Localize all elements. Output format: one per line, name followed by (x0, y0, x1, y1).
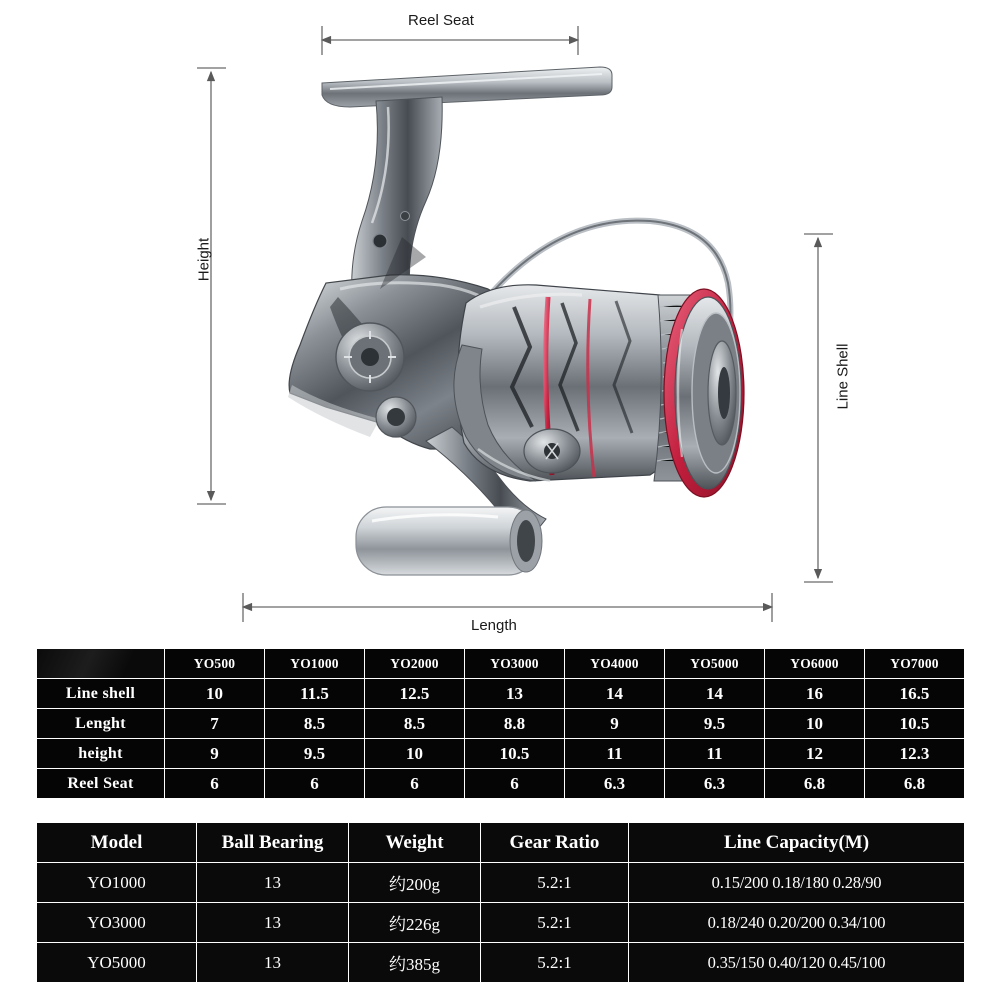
spec-col-header: Weight (349, 823, 481, 863)
size-col-header: YO2000 (365, 649, 465, 679)
spec-weight: 约385g (349, 943, 481, 983)
table-row (37, 903, 965, 943)
spec-col-header: Line Capacity(M) (629, 823, 965, 863)
spec-weight: 约200g (349, 863, 481, 903)
table-row (37, 863, 965, 903)
spec-line-capacity: 0.35/150 0.40/120 0.45/100 (629, 943, 965, 983)
size-cell: 9.5 (265, 739, 365, 769)
fishing-reel-illustration (230, 45, 810, 605)
spec-ball-bearing: 13 (197, 903, 349, 943)
size-cell: 11.5 (265, 679, 365, 709)
spec-gear-ratio: 5.2:1 (481, 903, 629, 943)
spec-gear-ratio: 5.2:1 (481, 863, 629, 903)
size-cell: 8.8 (465, 709, 565, 739)
size-cell: 12.5 (365, 679, 465, 709)
size-cell: 6 (165, 769, 265, 799)
label-line-shell: Line Shell (834, 343, 852, 410)
table-row (37, 823, 965, 863)
table-row (37, 679, 965, 709)
size-col-header: YO6000 (765, 649, 865, 679)
table-row (37, 649, 965, 679)
spec-weight: 约226g (349, 903, 481, 943)
size-row-label: Lenght (37, 709, 165, 739)
size-cell: 6 (265, 769, 365, 799)
size-table (36, 648, 965, 799)
table-row (37, 769, 965, 799)
size-cell: 6.3 (565, 769, 665, 799)
size-col-header: YO4000 (565, 649, 665, 679)
label-height: Height (195, 237, 213, 282)
spec-model: YO3000 (37, 903, 197, 943)
spec-model: YO1000 (37, 863, 197, 903)
size-cell: 13 (465, 679, 565, 709)
size-cell: 6.8 (865, 769, 965, 799)
spec-model: YO5000 (37, 943, 197, 983)
size-cell: 14 (665, 679, 765, 709)
size-cell: 6.3 (665, 769, 765, 799)
size-row-label: height (37, 739, 165, 769)
size-row-label: Line shell (37, 679, 165, 709)
spec-table (36, 822, 965, 983)
size-cell: 14 (565, 679, 665, 709)
spec-col-header: Ball Bearing (197, 823, 349, 863)
size-cell: 11 (665, 739, 765, 769)
size-cell: 10.5 (465, 739, 565, 769)
size-cell: 6.8 (765, 769, 865, 799)
size-cell: 16.5 (865, 679, 965, 709)
label-reel-seat: Reel Seat (408, 12, 474, 29)
spec-col-header: Gear Ratio (481, 823, 629, 863)
size-cell: 6 (365, 769, 465, 799)
size-cell: 9 (565, 709, 665, 739)
spec-line-capacity: 0.18/240 0.20/200 0.34/100 (629, 903, 965, 943)
size-cell: 8.5 (265, 709, 365, 739)
spec-col-header: Model (37, 823, 197, 863)
size-cell: 10 (165, 679, 265, 709)
size-cell: 10 (365, 739, 465, 769)
size-cell: 9.5 (665, 709, 765, 739)
spec-ball-bearing: 13 (197, 863, 349, 903)
size-col-header: YO1000 (265, 649, 365, 679)
size-cell: 7 (165, 709, 265, 739)
size-cell: 6 (465, 769, 565, 799)
size-cell: 10 (765, 709, 865, 739)
size-cell: 12 (765, 739, 865, 769)
size-row-label: Reel Seat (37, 769, 165, 799)
size-table-corner (37, 649, 165, 679)
size-col-header: YO3000 (465, 649, 565, 679)
table-row (37, 943, 965, 983)
size-cell: 8.5 (365, 709, 465, 739)
size-cell: 12.3 (865, 739, 965, 769)
label-length: Length (471, 617, 517, 634)
size-cell: 16 (765, 679, 865, 709)
size-col-header: YO500 (165, 649, 265, 679)
spec-ball-bearing: 13 (197, 943, 349, 983)
spec-gear-ratio: 5.2:1 (481, 943, 629, 983)
table-row (37, 709, 965, 739)
table-row (37, 739, 965, 769)
spec-line-capacity: 0.15/200 0.18/180 0.28/90 (629, 863, 965, 903)
size-cell: 9 (165, 739, 265, 769)
size-col-header: YO7000 (865, 649, 965, 679)
size-cell: 10.5 (865, 709, 965, 739)
size-col-header: YO5000 (665, 649, 765, 679)
size-cell: 11 (565, 739, 665, 769)
